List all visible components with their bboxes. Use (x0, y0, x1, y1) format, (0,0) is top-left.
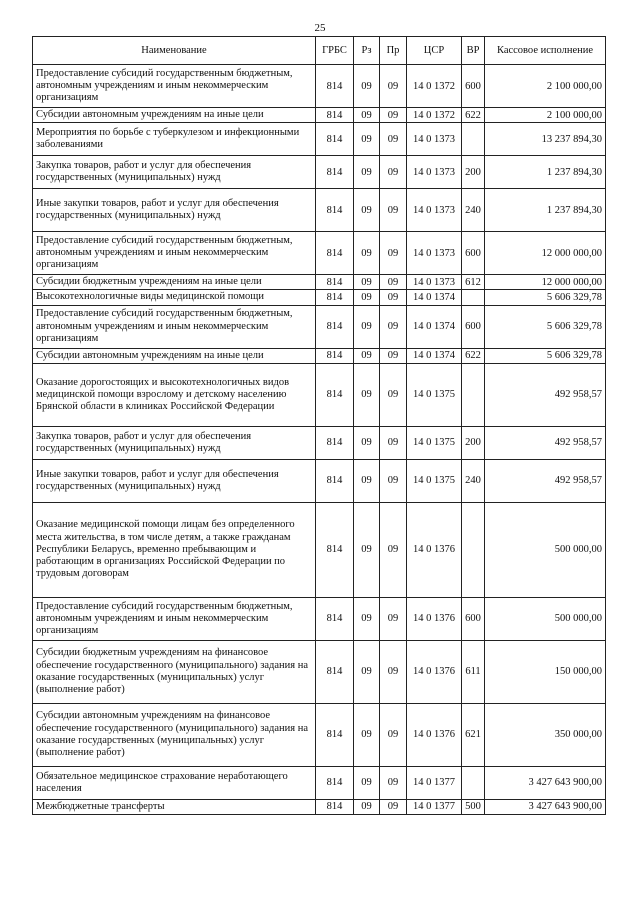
cell-grbs: 814 (316, 703, 354, 766)
table-row (33, 426, 606, 459)
column-header-csr: ЦСР (407, 37, 462, 65)
cell-csr: 14 0 1374 (407, 348, 462, 363)
page-number: 25 (314, 22, 326, 34)
cell-name: Субсидии бюджетным учреждениям на финансовое обеспечение государственного (муниципального) задания на оказание государственных (муниципальных) услуг (выполнение работ) (33, 640, 316, 703)
cell-grbs: 814 (316, 766, 354, 799)
cell-vr: 240 (462, 189, 485, 232)
cell-vr (462, 502, 485, 597)
table-row (33, 189, 606, 232)
cell-name: Закупка товаров, работ и услуг для обеспечения государственных (муниципальных) нужд (33, 156, 316, 189)
table-row (33, 348, 606, 363)
cell-pr: 09 (380, 766, 407, 799)
cell-grbs: 814 (316, 363, 354, 426)
cell-grbs: 814 (316, 156, 354, 189)
cell-csr: 14 0 1373 (407, 232, 462, 275)
cell-csr: 14 0 1372 (407, 65, 462, 108)
cell-rz: 09 (354, 459, 380, 502)
cell-pr: 09 (380, 123, 407, 156)
cell-rz: 09 (354, 156, 380, 189)
cell-csr: 14 0 1376 (407, 597, 462, 640)
table-row (33, 703, 606, 766)
cell-grbs: 814 (316, 123, 354, 156)
cell-csr: 14 0 1373 (407, 189, 462, 232)
cell-grbs: 814 (316, 426, 354, 459)
cell-pr: 09 (380, 597, 407, 640)
cell-pr: 09 (380, 348, 407, 363)
table-row (33, 65, 606, 108)
table-row (33, 502, 606, 597)
cell-vr: 500 (462, 799, 485, 814)
cell-name: Высокотехнологичные виды медицинской помощи (33, 290, 316, 305)
column-header-amount: Кассовое исполнение (485, 37, 606, 65)
cell-rz: 09 (354, 640, 380, 703)
cell-pr: 09 (380, 65, 407, 108)
table-row (33, 597, 606, 640)
cell-vr: 200 (462, 156, 485, 189)
cell-name: Предоставление субсидий государственным бюджетным, автономным учреждениям и иным некоммерческим организациям (33, 65, 316, 108)
cell-amount: 1 237 894,30 (485, 156, 606, 189)
cell-vr (462, 123, 485, 156)
cell-name: Обязательное медицинское страхование неработающего населения (33, 766, 316, 799)
cell-name: Межбюджетные трансферты (33, 799, 316, 814)
table-row (33, 232, 606, 275)
cell-pr: 09 (380, 799, 407, 814)
table-row (33, 640, 606, 703)
cell-vr: 622 (462, 108, 485, 123)
cell-grbs: 814 (316, 232, 354, 275)
cell-grbs: 814 (316, 65, 354, 108)
cell-vr: 600 (462, 232, 485, 275)
cell-pr: 09 (380, 459, 407, 502)
cell-pr: 09 (380, 703, 407, 766)
cell-csr: 14 0 1374 (407, 305, 462, 348)
cell-amount: 350 000,00 (485, 703, 606, 766)
cell-name: Субсидии автономным учреждениям на финансовое обеспечение государственного (муниципального) задания на оказание государственных (муниципальных) услуг (выполнение работ) (33, 703, 316, 766)
table-row (33, 766, 606, 799)
cell-rz: 09 (354, 799, 380, 814)
cell-pr: 09 (380, 232, 407, 275)
cell-vr (462, 766, 485, 799)
cell-grbs: 814 (316, 189, 354, 232)
cell-csr: 14 0 1376 (407, 640, 462, 703)
cell-name: Иные закупки товаров, работ и услуг для обеспечения государственных (муниципальных) нужд (33, 189, 316, 232)
cell-rz: 09 (354, 597, 380, 640)
table-row (33, 275, 606, 290)
cell-pr: 09 (380, 363, 407, 426)
cell-amount: 5 606 329,78 (485, 348, 606, 363)
cell-name: Оказание медицинской помощи лицам без определенного места жительства, в том числе детям, а также гражданам Республики Беларусь, временно пребывающим и работающим в организациях Российской Федерации по трудовым договорам (33, 502, 316, 597)
cell-amount: 492 958,57 (485, 426, 606, 459)
cell-name: Субсидии автономным учреждениям на иные цели (33, 348, 316, 363)
table-row (33, 363, 606, 426)
column-header-pr: Пр (380, 37, 407, 65)
cell-vr: 611 (462, 640, 485, 703)
cell-csr: 14 0 1377 (407, 766, 462, 799)
cell-pr: 09 (380, 640, 407, 703)
cell-pr: 09 (380, 156, 407, 189)
table-header-row (33, 37, 606, 65)
cell-amount: 3 427 643 900,00 (485, 766, 606, 799)
cell-rz: 09 (354, 232, 380, 275)
table-row (33, 156, 606, 189)
cell-grbs: 814 (316, 275, 354, 290)
cell-name: Предоставление субсидий государственным бюджетным, автономным учреждениям и иным некоммерческим организациям (33, 232, 316, 275)
cell-grbs: 814 (316, 108, 354, 123)
cell-amount: 492 958,57 (485, 363, 606, 426)
cell-pr: 09 (380, 290, 407, 305)
cell-name: Предоставление субсидий государственным бюджетным, автономным учреждениям и иным некоммерческим организациям (33, 305, 316, 348)
cell-grbs: 814 (316, 305, 354, 348)
cell-grbs: 814 (316, 597, 354, 640)
cell-grbs: 814 (316, 799, 354, 814)
cell-rz: 09 (354, 108, 380, 123)
cell-csr: 14 0 1373 (407, 123, 462, 156)
cell-amount: 1 237 894,30 (485, 189, 606, 232)
table-row (33, 123, 606, 156)
cell-pr: 09 (380, 189, 407, 232)
cell-amount: 150 000,00 (485, 640, 606, 703)
cell-amount: 500 000,00 (485, 502, 606, 597)
cell-name: Закупка товаров, работ и услуг для обеспечения государственных (муниципальных) нужд (33, 426, 316, 459)
cell-vr: 612 (462, 275, 485, 290)
cell-pr: 09 (380, 275, 407, 290)
table-row (33, 108, 606, 123)
column-header-vr: ВР (462, 37, 485, 65)
cell-grbs: 814 (316, 290, 354, 305)
column-header-grbs: ГРБС (316, 37, 354, 65)
cell-rz: 09 (354, 426, 380, 459)
column-header-name: Наименование (33, 37, 316, 65)
cell-rz: 09 (354, 290, 380, 305)
cell-amount: 13 237 894,30 (485, 123, 606, 156)
table-row (33, 290, 606, 305)
cell-name: Иные закупки товаров, работ и услуг для обеспечения государственных (муниципальных) нужд (33, 459, 316, 502)
cell-csr: 14 0 1375 (407, 426, 462, 459)
table-row (33, 305, 606, 348)
cell-vr: 240 (462, 459, 485, 502)
cell-csr: 14 0 1372 (407, 108, 462, 123)
cell-name: Оказание дорогостоящих и высокотехнологичных видов медицинской помощи взрослому и детскому населению Брянской области в клиниках Российской Федерации (33, 363, 316, 426)
cell-rz: 09 (354, 766, 380, 799)
cell-name: Субсидии бюджетным учреждениям на иные цели (33, 275, 316, 290)
cell-amount: 500 000,00 (485, 597, 606, 640)
cell-csr: 14 0 1373 (407, 275, 462, 290)
cell-amount: 5 606 329,78 (485, 290, 606, 305)
cell-csr: 14 0 1377 (407, 799, 462, 814)
cell-csr: 14 0 1374 (407, 290, 462, 305)
cell-csr: 14 0 1376 (407, 703, 462, 766)
table-row (33, 459, 606, 502)
table-body (33, 65, 606, 815)
cell-vr: 622 (462, 348, 485, 363)
cell-csr: 14 0 1376 (407, 502, 462, 597)
cell-amount: 492 958,57 (485, 459, 606, 502)
budget-table (32, 36, 606, 815)
cell-pr: 09 (380, 502, 407, 597)
cell-vr (462, 290, 485, 305)
cell-grbs: 814 (316, 459, 354, 502)
cell-rz: 09 (354, 123, 380, 156)
cell-name: Предоставление субсидий государственным бюджетным, автономным учреждениям и иным некоммерческим организациям (33, 597, 316, 640)
cell-csr: 14 0 1375 (407, 459, 462, 502)
cell-vr: 621 (462, 703, 485, 766)
cell-grbs: 814 (316, 502, 354, 597)
cell-amount: 12 000 000,00 (485, 232, 606, 275)
cell-rz: 09 (354, 348, 380, 363)
cell-rz: 09 (354, 275, 380, 290)
table-row (33, 799, 606, 814)
cell-rz: 09 (354, 189, 380, 232)
cell-rz: 09 (354, 703, 380, 766)
cell-vr (462, 363, 485, 426)
cell-grbs: 814 (316, 348, 354, 363)
cell-vr: 200 (462, 426, 485, 459)
cell-rz: 09 (354, 363, 380, 426)
cell-pr: 09 (380, 426, 407, 459)
cell-pr: 09 (380, 305, 407, 348)
cell-csr: 14 0 1375 (407, 363, 462, 426)
cell-name: Субсидии автономным учреждениям на иные цели (33, 108, 316, 123)
cell-vr: 600 (462, 305, 485, 348)
cell-amount: 5 606 329,78 (485, 305, 606, 348)
cell-grbs: 814 (316, 640, 354, 703)
cell-pr: 09 (380, 108, 407, 123)
cell-amount: 12 000 000,00 (485, 275, 606, 290)
cell-amount: 3 427 643 900,00 (485, 799, 606, 814)
cell-rz: 09 (354, 65, 380, 108)
cell-amount: 2 100 000,00 (485, 108, 606, 123)
cell-vr: 600 (462, 65, 485, 108)
cell-rz: 09 (354, 502, 380, 597)
cell-vr: 600 (462, 597, 485, 640)
cell-name: Мероприятия по борьбе с туберкулезом и инфекционными заболеваниями (33, 123, 316, 156)
cell-rz: 09 (354, 305, 380, 348)
cell-csr: 14 0 1373 (407, 156, 462, 189)
cell-amount: 2 100 000,00 (485, 65, 606, 108)
column-header-rz: Рз (354, 37, 380, 65)
